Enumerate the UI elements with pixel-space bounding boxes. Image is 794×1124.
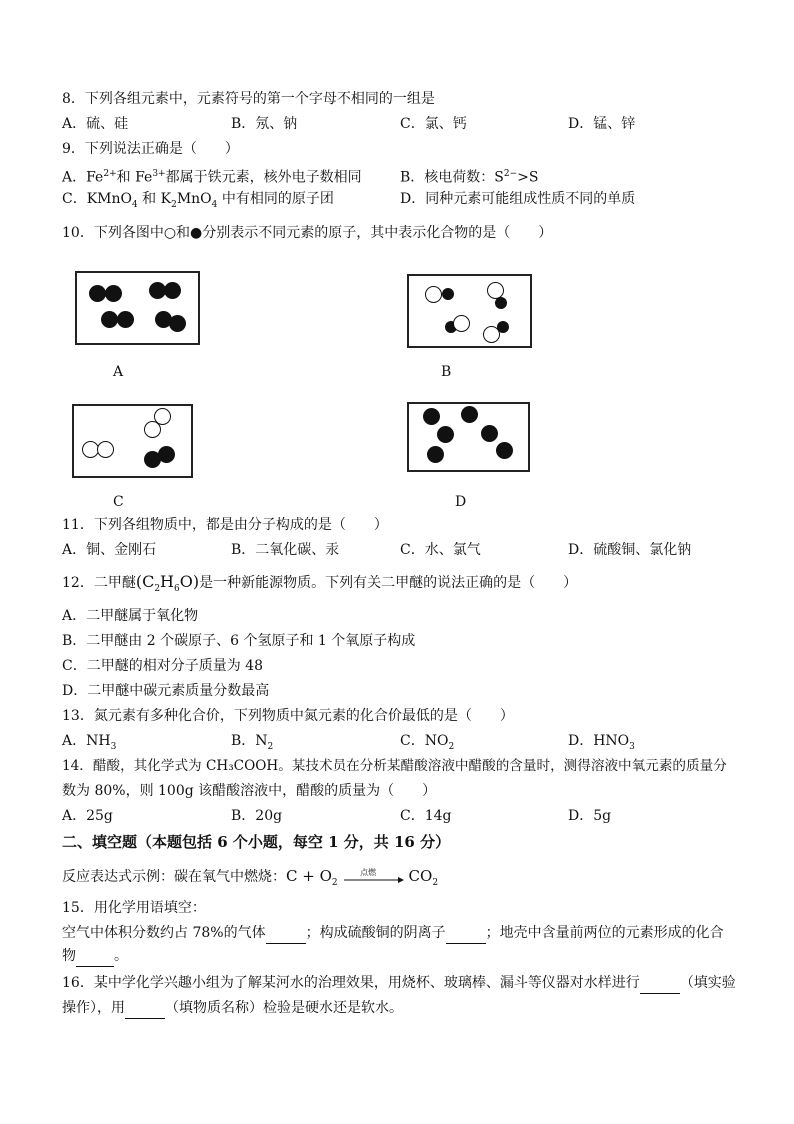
q14-option-b: B．20g: [231, 808, 283, 824]
black-atom: [89, 285, 106, 302]
q16-line2: 操作），用 （填物质名称）检验是硬水还是软水。: [62, 998, 403, 1019]
black-atom: [437, 426, 454, 443]
answer-blank[interactable]: [125, 998, 165, 1019]
q8-stem: 8．下列各组元素中，元素符号的第一个字母不相同的一组是: [62, 91, 435, 107]
q11-option-a: A．铜、金刚石: [62, 542, 157, 558]
black-atom: [158, 446, 175, 463]
q9-stem: 9．下列说法正确是（ ）: [62, 141, 239, 157]
white-atom: [453, 315, 470, 332]
black-atom: [164, 282, 181, 299]
q10-stem: 10．下列各图中○和●分别表示不同元素的原子，其中表示化合物的是（ ）: [62, 225, 553, 241]
q9-option-b: B．核电荷数：$S^{2-}>S$: [400, 169, 539, 186]
white-atom: [154, 408, 171, 425]
q14-stem-line1: 14．醋酸，其化学式为 CH₃COOH。某技术员在分析某醋酸溶液中醋酸的含量时，测得溶液中氧元素的质量分: [62, 758, 727, 774]
answer-blank[interactable]: [266, 923, 306, 944]
black-atom: [442, 288, 454, 300]
reaction-example: 反应表达式示例：碳在氧气中燃烧：$C + O_2$ 点燃 $CO_2$: [62, 867, 439, 888]
black-atom: [101, 311, 118, 328]
black-atom: [495, 297, 507, 309]
q13-stem: 13．氮元素有多种化合价，下列物质中氮元素的化合价最低的是（ ）: [62, 708, 514, 724]
diagram-c-label: C: [113, 494, 124, 510]
q12-option-a: A．二甲醚属于氧化物: [62, 608, 199, 624]
q16-line1: 16．某中学化学兴趣小组为了解某河水的治理效果，用烧杯、玻璃棒、漏斗等仪器对水样进行 （填实验: [62, 973, 736, 994]
q11-option-c: C．水、氯气: [400, 542, 481, 558]
q14-option-c: C．14g: [400, 808, 452, 824]
black-atom: [461, 406, 478, 423]
q11-option-b: B．二氧化碳、汞: [231, 542, 340, 558]
q8-option-b: B．氖、钠: [231, 116, 298, 132]
answer-blank[interactable]: [446, 923, 486, 944]
black-atom: [481, 425, 498, 442]
q9-option-a: A．$Fe^{2+}$和 $Fe^{3+}$都属于铁元素，核外电子数相同: [62, 169, 362, 186]
q8-option-c: C．氯、钙: [400, 116, 467, 132]
diagram-d-label: D: [455, 494, 467, 510]
q12-option-d: D．二甲醚中碳元素质量分数最高: [62, 683, 270, 699]
q11-option-d: D．硫酸铜、氯化钠: [568, 542, 692, 558]
black-atom: [423, 408, 440, 425]
answer-blank[interactable]: [76, 946, 114, 967]
diagram-d: [407, 402, 530, 472]
diagram-b: [407, 274, 532, 348]
q11-stem: 11．下列各组物质中，都是由分子构成的是（ ）: [62, 517, 388, 533]
answer-blank[interactable]: [640, 973, 680, 994]
arrow-icon: [342, 874, 404, 888]
diagram-b-label: B: [441, 364, 452, 380]
q13-option-d: D．$HNO_3$: [568, 733, 635, 752]
q12-option-b: B．二甲醚由 2 个碳原子、6 个氢原子和 1 个氧原子构成: [62, 633, 416, 649]
q15-line2: 物 。: [62, 946, 128, 967]
black-atom: [117, 311, 134, 328]
q8-option-a: A．硫、硅: [62, 116, 129, 132]
black-atom: [497, 321, 509, 333]
q14-option-a: A．25g: [62, 808, 113, 824]
q13-option-a: A．$NH_3$: [62, 733, 117, 752]
q12-stem: 12．二甲醚$(C_2H_6O)$是一种新能源物质。下列有关二甲醚的说法正确的是（ ）: [62, 572, 578, 594]
q15-stem: 15．用化学用语填空：: [62, 900, 206, 916]
black-atom: [169, 315, 186, 332]
black-atom: [105, 285, 122, 302]
reaction-arrow: 点燃: [342, 870, 404, 884]
section-title: 二、填空题（本题包括 6 个小题，每空 1 分，共 16 分）: [62, 833, 451, 851]
q8-option-d: D．锰、锌: [568, 116, 636, 132]
q12-option-c: C．二甲醚的相对分子质量为 48: [62, 658, 263, 674]
white-atom: [425, 286, 442, 303]
white-atom: [97, 441, 114, 458]
black-atom: [496, 442, 513, 459]
q13-option-b: B．$N_2$: [231, 733, 274, 752]
black-atom: [427, 446, 444, 463]
q13-option-c: C．$NO_2$: [400, 733, 455, 752]
diagram-a-label: A: [113, 364, 124, 380]
q9-option-d: D．同种元素可能组成性质不同的单质: [400, 191, 636, 207]
q9-option-c: C．KMnO$_4$ 和 $K_2MnO_4$ 中有相同的原子团: [62, 191, 334, 210]
diagram-c: [72, 404, 193, 478]
q14-stem-line2: 数为 80%，则 100g 该醋酸溶液中，醋酸的质量为（ ）: [62, 783, 437, 799]
diagram-a: [75, 271, 200, 345]
q14-option-d: D．5g: [568, 808, 612, 824]
q15-line1: 空气中体积分数约占 78%的气体 ；构成硫酸铜的阴离子 ；地壳中含量前两位的元素形成的化合: [62, 923, 724, 944]
